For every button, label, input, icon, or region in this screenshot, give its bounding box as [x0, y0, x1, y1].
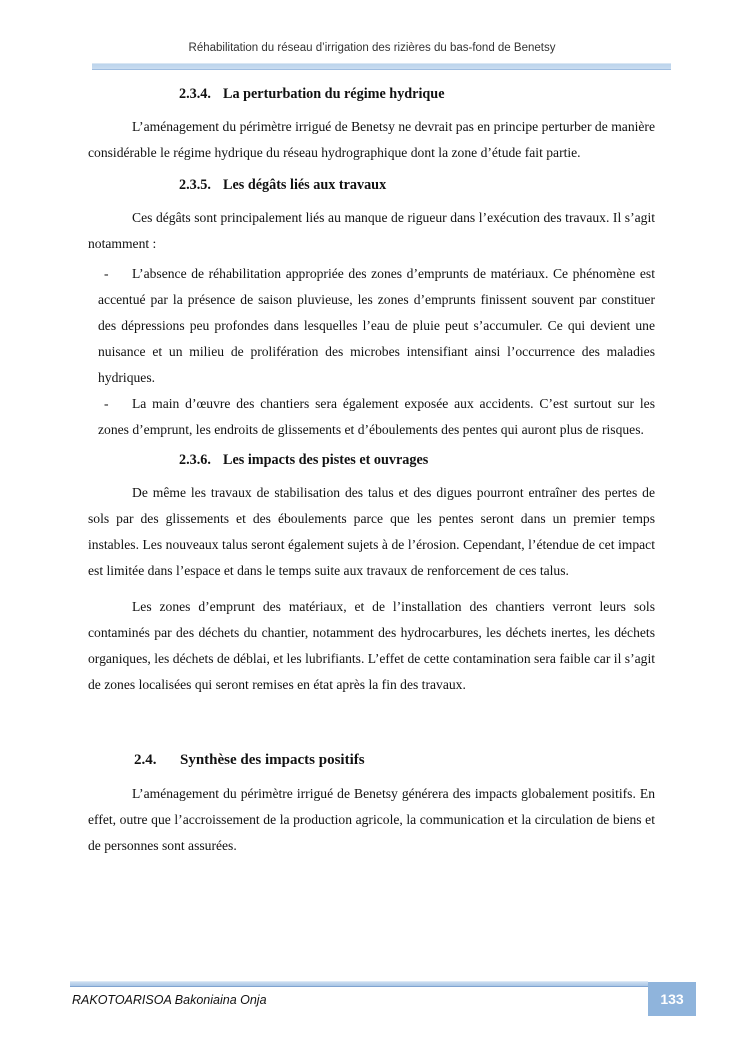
paragraph: Ces dégâts sont principalement liés au manque de rigueur dans l’exécution des travaux. Il s’agit notamment :	[88, 210, 655, 251]
paragraph: L’aménagement du périmètre irrigué de Benetsy générera des impacts globalement positifs. En effet, outre que l’accroissement de la production agricole, la communication et la circulation de biens et de personnes sont assurées.	[88, 786, 655, 853]
footer-author: RAKOTOARISOA Bakoniaina Onja	[72, 993, 267, 1007]
running-header: Réhabilitation du réseau d’irrigation des rizières du bas-fond de Benetsy	[188, 42, 556, 54]
paragraph: Les zones d’emprunt des matériaux, et de l’installation des chantiers verront leurs sols contaminés par des déchets du chantier, notamment des hydrocarbures, les déchets inertes, les déchets organiques, les déchets de déblai, et les lubrifiants. L’effet de cette contamination sera faible car il s’agit de zones localisées qui seront remises en état après la fin des travaux.	[88, 599, 655, 692]
dash-marker: -	[104, 266, 109, 281]
dash-marker: -	[104, 396, 109, 411]
section-number: 2.3.6.	[179, 452, 211, 468]
section-number: 2.3.4.	[179, 86, 211, 102]
section-title: Synthèse des impacts positifs	[180, 752, 365, 768]
paragraph: De même les travaux de stabilisation des talus et des digues pourront entraîner des pertes de sols par des glissements et des éboulements parce que les pentes seront dans un premier temps instables. Les nouveaux talus seront également sujets à de l’érosion. Cependant, l’étendue de cet impact est limitée dans l’espace et dans le temps suite aux travaux de renforcement de ces talus.	[88, 485, 655, 578]
footer-rule	[70, 981, 648, 987]
section-title: La perturbation du régime hydrique	[223, 86, 445, 102]
bullet-list	[88, 261, 655, 443]
section-number: 2.4.	[134, 752, 157, 768]
section-title: Les impacts des pistes et ouvrages	[223, 452, 429, 468]
list-item-text: La main d’œuvre des chantiers sera également exposée aux accidents. C’est surtout sur les zones d’emprunt, les endroits de glissements et d’éboulements des pentes qui auront plus de risques.	[98, 396, 655, 437]
list-item	[98, 261, 655, 391]
list-item	[98, 391, 655, 443]
list-item-text: L’absence de réhabilitation appropriée des zones d’emprunts de matériaux. Ce phénomène est accentué par la présence de saison pluvieuse, les zones d’emprunts finissent souvent par constituer des dépressions peu profondes dans lesquelles l’eau de pluie peut s’accumuler. Ce qui devient une nuisance et un milieu de prolifération des microbes intensifiant ainsi l’occurrence des maladies hydriques.	[98, 266, 655, 385]
section-heading-2-3-5	[88, 175, 655, 195]
section-title: Les dégâts liés aux travaux	[223, 177, 387, 193]
section-number: 2.3.5.	[179, 177, 211, 193]
page-number-badge: 133	[648, 982, 696, 1016]
header-rule	[92, 63, 671, 70]
paragraph: L’aménagement du périmètre irrigué de Benetsy ne devrait pas en principe perturber de manière considérable le régime hydrique du réseau hydrographique dont la zone d’étude fait partie.	[88, 119, 655, 160]
page-body	[88, 84, 655, 859]
section-heading-2-4	[88, 750, 655, 770]
section-heading-2-3-4	[88, 84, 655, 104]
section-heading-2-3-6	[88, 450, 655, 470]
